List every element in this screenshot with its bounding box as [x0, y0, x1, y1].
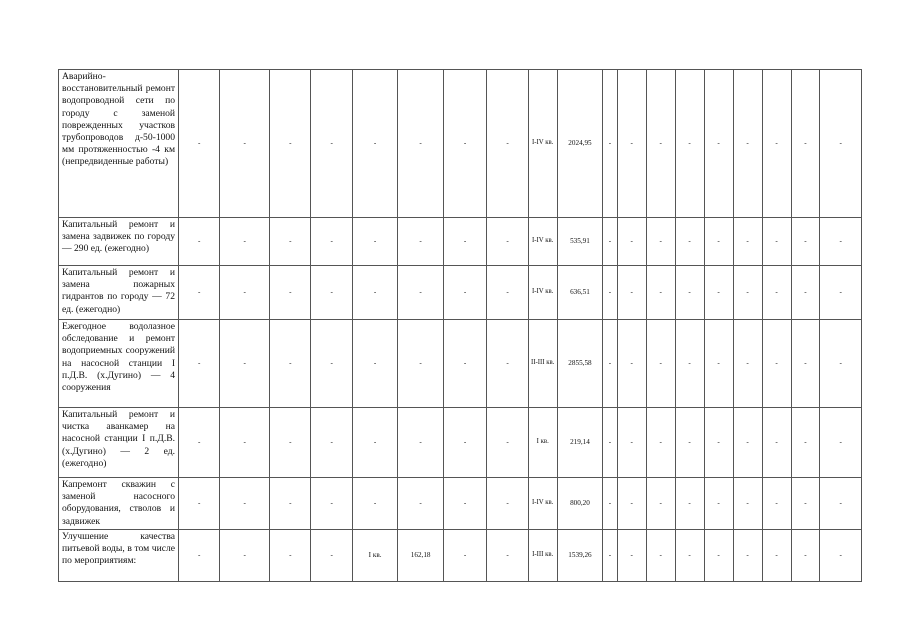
amount-cell: 1539,26	[557, 529, 603, 581]
table-body	[59, 70, 862, 582]
table-row	[59, 529, 862, 581]
table-cell: -	[820, 266, 862, 320]
table-cell: -	[820, 70, 862, 218]
table-cell: -	[762, 266, 791, 320]
work-description: Капитальный ремонт и замена пожарных гидрантов по городу — 72 ед. (ежегодно)	[59, 266, 179, 320]
table-cell: -	[733, 478, 762, 530]
table-cell: -	[791, 266, 820, 320]
table-row	[59, 478, 862, 530]
table-cell: -	[762, 218, 791, 266]
table-cell: -	[311, 478, 352, 530]
table-cell: -	[733, 320, 762, 408]
table-cell: -	[675, 320, 704, 408]
work-description: Улучшение качества питьевой воды, в том числе по мероприятиям:	[59, 529, 179, 581]
table-cell: -	[704, 320, 733, 408]
table-cell: -	[311, 320, 352, 408]
period-cell: I-IV кв.	[528, 266, 557, 320]
table-cell: -	[443, 408, 486, 478]
works-table	[58, 69, 862, 582]
table-cell: -	[820, 218, 862, 266]
table-cell: -	[733, 70, 762, 218]
table-cell: -	[487, 529, 528, 581]
table-cell: -	[820, 408, 862, 478]
table-cell: -	[487, 320, 528, 408]
table-cell: -	[762, 320, 791, 408]
table-cell: -	[443, 70, 486, 218]
table-cell: -	[311, 529, 352, 581]
table-cell: -	[675, 218, 704, 266]
table-cell: -	[675, 70, 704, 218]
table-cell: -	[398, 266, 444, 320]
amount-cell: 535,91	[557, 218, 603, 266]
table-cell: -	[398, 478, 444, 530]
table-cell: -	[733, 529, 762, 581]
table-cell: -	[646, 478, 675, 530]
table-cell: -	[179, 320, 220, 408]
table-cell: -	[791, 529, 820, 581]
table-cell: -	[603, 320, 617, 408]
table-cell: -	[179, 70, 220, 218]
table-cell: -	[646, 218, 675, 266]
amount-cell: 636,51	[557, 266, 603, 320]
table-row	[59, 218, 862, 266]
table-cell: -	[352, 320, 398, 408]
table-cell: -	[646, 320, 675, 408]
table-cell: -	[487, 478, 528, 530]
table-cell: -	[311, 408, 352, 478]
table-cell: -	[270, 70, 311, 218]
period-cell: I-IV кв.	[528, 70, 557, 218]
table-cell: -	[352, 478, 398, 530]
table-cell: -	[179, 218, 220, 266]
period-cell: I-III кв.	[528, 529, 557, 581]
table-cell: -	[791, 408, 820, 478]
table-cell: -	[646, 70, 675, 218]
table-cell: -	[352, 266, 398, 320]
table-cell: -	[220, 408, 270, 478]
table-cell: -	[704, 529, 733, 581]
table-cell: -	[675, 266, 704, 320]
table-cell: -	[603, 70, 617, 218]
table-cell: -	[733, 218, 762, 266]
table-cell: 162,18	[398, 529, 444, 581]
period-cell: I кв.	[528, 408, 557, 478]
table-cell: -	[820, 529, 862, 581]
table-cell: -	[270, 408, 311, 478]
table-cell: -	[311, 218, 352, 266]
table-cell: -	[220, 218, 270, 266]
table-cell: -	[762, 70, 791, 218]
table-cell: -	[220, 529, 270, 581]
table-cell: -	[704, 218, 733, 266]
table-cell: -	[487, 70, 528, 218]
work-description: Аварийно-восстановительный ремонт водопроводной сети по городу с заменой поврежденных участков трубопроводов д-50-1000 мм протяженностью -4 км (непредвиденные работы)	[59, 70, 179, 218]
table-cell: -	[311, 266, 352, 320]
table-cell: -	[352, 408, 398, 478]
table-cell: -	[704, 408, 733, 478]
table-cell: -	[443, 529, 486, 581]
table-cell: -	[603, 408, 617, 478]
table-cell: -	[617, 266, 646, 320]
table-cell: -	[675, 529, 704, 581]
period-cell: I-IV кв.	[528, 478, 557, 530]
table-cell: -	[603, 218, 617, 266]
table-cell: -	[220, 478, 270, 530]
table-cell: -	[487, 408, 528, 478]
amount-cell: 800,20	[557, 478, 603, 530]
work-description: Капитальный ремонт и чистка аванкамер на насосной станции I п.Д.В. (х.Дугино) — 2 ед. (ежегодно)	[59, 408, 179, 478]
table-cell: -	[487, 218, 528, 266]
table-row	[59, 70, 862, 218]
table-cell: -	[762, 478, 791, 530]
work-description: Капитальный ремонт и замена задвижек по городу — 290 ед. (ежегодно)	[59, 218, 179, 266]
table-cell: -	[220, 320, 270, 408]
table-cell: -	[398, 218, 444, 266]
table-cell: -	[443, 266, 486, 320]
table-cell: -	[603, 529, 617, 581]
table-cell: -	[617, 408, 646, 478]
table-cell: -	[791, 70, 820, 218]
table-cell: -	[270, 218, 311, 266]
table-cell: -	[791, 320, 820, 408]
table-cell: -	[617, 70, 646, 218]
table-cell: -	[179, 266, 220, 320]
table-cell: -	[270, 266, 311, 320]
table-cell: -	[487, 266, 528, 320]
table-cell: -	[352, 70, 398, 218]
amount-cell: 2024,95	[557, 70, 603, 218]
table-cell: -	[443, 478, 486, 530]
table-cell: -	[733, 266, 762, 320]
table-cell: -	[220, 266, 270, 320]
table-cell: -	[398, 320, 444, 408]
table-cell: -	[791, 218, 820, 266]
table-cell: -	[675, 478, 704, 530]
table-cell: -	[398, 408, 444, 478]
table-cell: -	[352, 218, 398, 266]
table-cell: -	[311, 70, 352, 218]
table-cell: -	[270, 529, 311, 581]
table-cell: -	[646, 529, 675, 581]
table-cell: -	[762, 529, 791, 581]
work-description: Капремонт скважин с заменой насосного оборудования, стволов и задвижек	[59, 478, 179, 530]
table-cell: I кв.	[352, 529, 398, 581]
table-cell: -	[179, 408, 220, 478]
period-cell: II-III кв.	[528, 320, 557, 408]
table-cell: -	[270, 320, 311, 408]
amount-cell: 219,14	[557, 408, 603, 478]
table-cell: -	[617, 478, 646, 530]
table-row	[59, 408, 862, 478]
table-cell: -	[220, 70, 270, 218]
table-cell: -	[733, 408, 762, 478]
table-cell: -	[398, 70, 444, 218]
table-cell: -	[617, 218, 646, 266]
table-cell: -	[791, 478, 820, 530]
table-cell: -	[617, 320, 646, 408]
table-cell: -	[603, 266, 617, 320]
table-cell: -	[443, 218, 486, 266]
table-row	[59, 266, 862, 320]
table-cell: -	[704, 478, 733, 530]
table-cell: -	[820, 320, 862, 408]
table-cell: -	[443, 320, 486, 408]
table-cell: -	[617, 529, 646, 581]
table-cell: -	[675, 408, 704, 478]
table-cell: -	[179, 529, 220, 581]
table-row	[59, 320, 862, 408]
period-cell: I-IV кв.	[528, 218, 557, 266]
work-description: Ежегодное водолазное обследование и ремонт водоприемных сооружений на насосной станции I п.Д.В. (х.Дугино) — 4 сооружения	[59, 320, 179, 408]
table-cell: -	[704, 266, 733, 320]
table-cell: -	[820, 478, 862, 530]
amount-cell: 2855,58	[557, 320, 603, 408]
table-cell: -	[646, 266, 675, 320]
table-cell: -	[603, 478, 617, 530]
table-cell: -	[704, 70, 733, 218]
table-cell: -	[179, 478, 220, 530]
table-cell: -	[270, 478, 311, 530]
table-cell: -	[762, 408, 791, 478]
table-cell: -	[646, 408, 675, 478]
